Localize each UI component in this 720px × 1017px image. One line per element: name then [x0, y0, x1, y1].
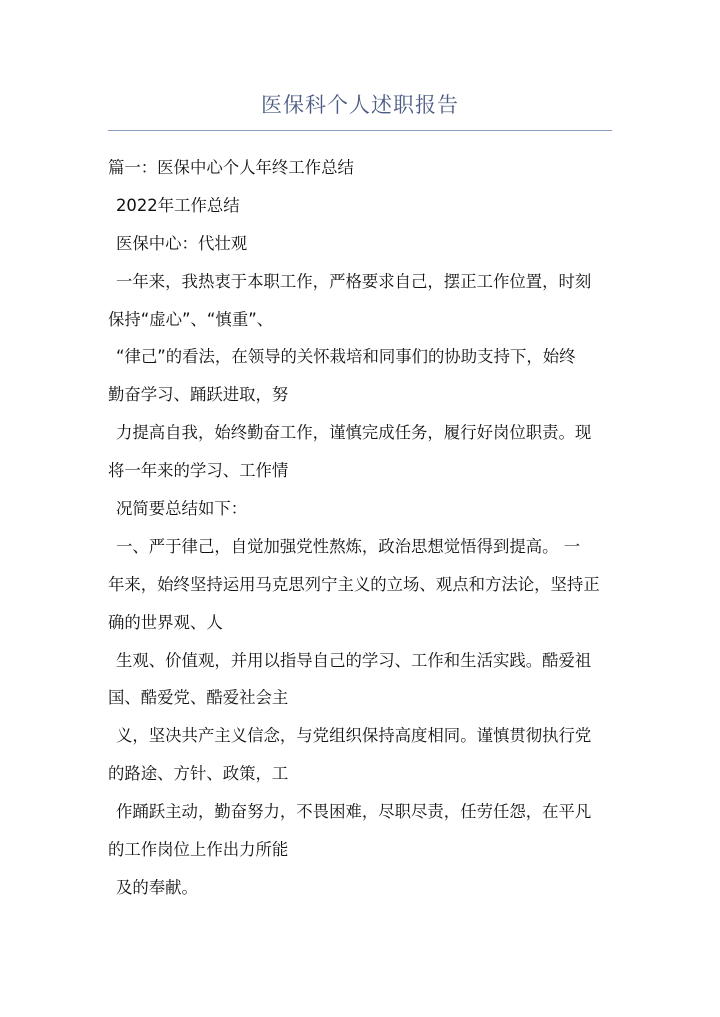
document-title: 医保科个人述职报告 — [261, 93, 459, 117]
text-line: 国、酷爱党、酷爱社会主 — [108, 688, 289, 708]
text-line: 确的世界观、人 — [108, 612, 223, 632]
title-divider — [108, 130, 612, 131]
text-line: 医保中心：代壮观 — [116, 233, 248, 253]
text-line: 及的奉献。 — [116, 877, 198, 897]
text-line: 的工作岗位上作出力所能 — [108, 840, 289, 860]
text-line: 保持“虚心”、“慎重”、 — [108, 309, 274, 329]
text-line: 生观、价值观，并用以指导自己的学习、工作和生活实践。酷爱祖 — [116, 650, 592, 670]
text-line: 2022年工作总结 — [116, 195, 240, 215]
text-line: 况简要总结如下： — [116, 499, 248, 519]
text-line: 勤奋学习、踊跃进取，努 — [108, 385, 289, 405]
text-line: 的路途、方针、政策，工 — [108, 764, 289, 784]
text-line: 力提高自我，始终勤奋工作，谨慎完成任务，履行好岗位职责。现 — [116, 423, 592, 443]
text-line: “律己”的看法，在领导的关怀栽培和同事们的协助支持下，始终 — [116, 347, 576, 367]
text-line: 年来，始终坚持运用马克思列宁主义的立场、观点和方法论，坚持正 — [108, 574, 600, 594]
text-line: 作踊跃主动，勤奋努力，不畏困难，尽职尽责，任劳任怨，在平凡 — [116, 802, 592, 822]
text-line: 将一年来的学习、工作情 — [108, 461, 289, 481]
document-body — [108, 149, 612, 907]
text-line: 义，坚决共产主义信念，与党组织保持高度相同。谨慎贯彻执行党 — [116, 726, 592, 746]
text-line: 一年来，我热衷于本职工作，严格要求自己，摆正工作位置，时刻 — [116, 271, 592, 291]
text-line: 一、严于律己，自觉加强党性熬炼，政治思想觉悟得到提高。 一 — [116, 536, 581, 556]
section-heading: 篇一：医保中心个人年终工作总结 — [108, 158, 354, 177]
